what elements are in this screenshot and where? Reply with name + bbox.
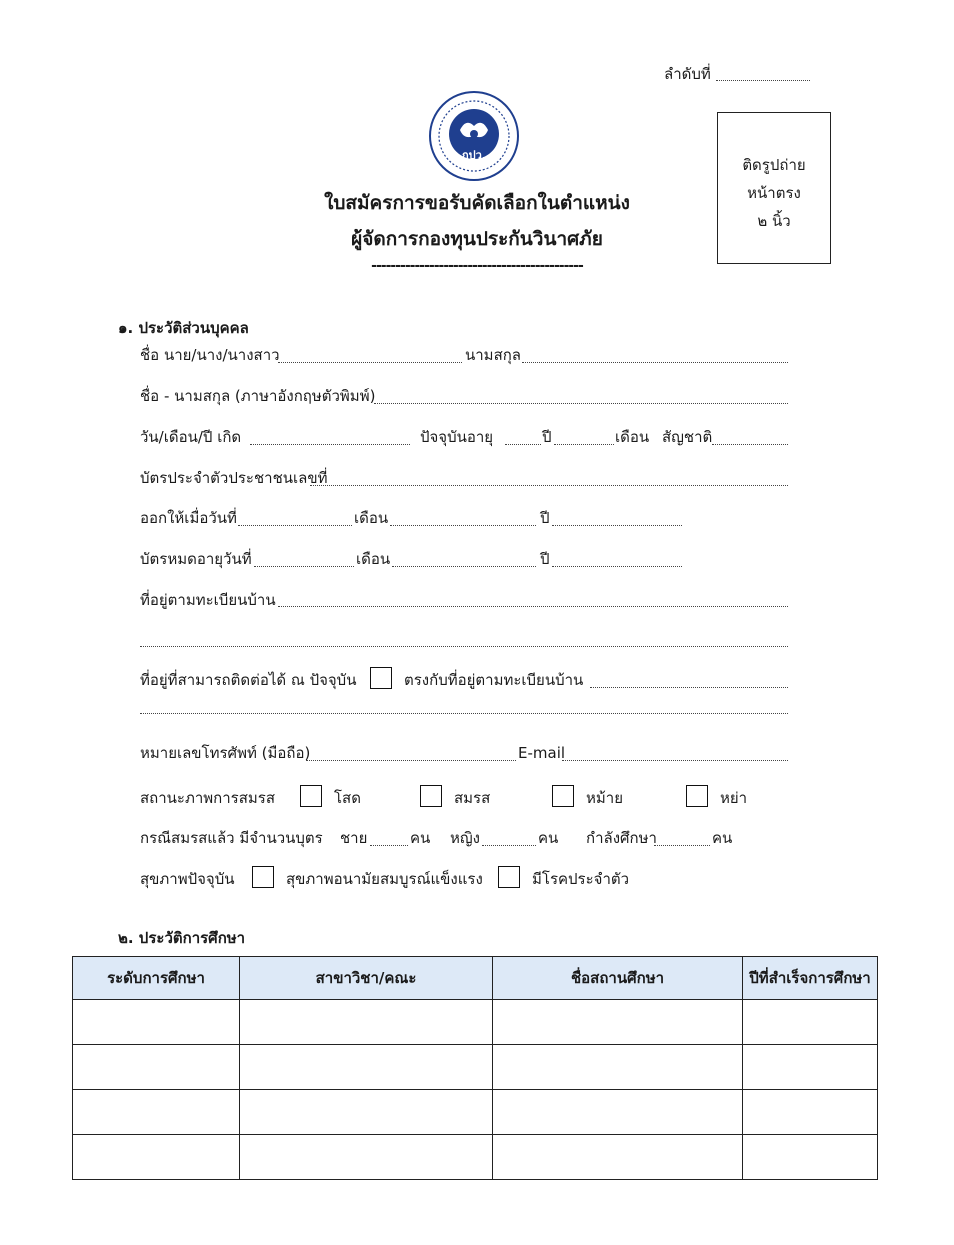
name-th-label: ชื่อ นาย/นาง/นางสาว <box>140 346 280 364</box>
phone-field[interactable] <box>306 760 516 761</box>
contact-address-field-line2[interactable] <box>140 713 788 714</box>
issued-label: ออกให้เมื่อวันที่ <box>140 509 237 527</box>
expiry-year-field[interactable] <box>552 566 682 567</box>
logo-text: กปว. <box>462 149 486 162</box>
table-cell[interactable] <box>493 1000 743 1045</box>
expiry-day-field[interactable] <box>254 566 354 567</box>
first-name-field[interactable] <box>278 362 462 363</box>
children-female-label: หญิง <box>450 829 480 847</box>
age-year-label: ปี <box>542 428 552 446</box>
issued-year-label: ปี <box>540 509 550 527</box>
phone-label: หมายเลขโทรศัพท์ (มือถือ) <box>140 744 311 762</box>
health-good-label: สุขภาพอนามัยสมบูรณ์แข็งแรง <box>286 870 483 888</box>
registered-address-label: ที่อยู่ตามทะเบียนบ้าน <box>140 591 276 609</box>
table-cell[interactable] <box>240 1135 493 1180</box>
title-rule: -------------------------------------------- <box>371 258 583 274</box>
dob-label: วัน/เดือน/ปี เกิด <box>140 428 242 446</box>
sequence-field[interactable] <box>716 80 810 81</box>
col-header-institution: ชื่อสถานศึกษา <box>493 957 743 1000</box>
table-cell[interactable] <box>73 1135 240 1180</box>
health-condition-checkbox[interactable] <box>498 866 520 888</box>
id-card-field[interactable] <box>310 485 788 486</box>
photo-box-line: ๒ นิ้ว <box>757 212 791 230</box>
table-cell[interactable] <box>743 1000 878 1045</box>
marital-single-checkbox[interactable] <box>300 785 322 807</box>
age-label: ปัจจุบันอายุ <box>420 428 494 446</box>
dob-field[interactable] <box>250 444 410 445</box>
expiry-month-label: เดือน <box>356 550 391 568</box>
children-female-field[interactable] <box>482 845 536 846</box>
children-male-unit: คน <box>410 829 431 847</box>
logo-emblem-icon <box>428 90 520 182</box>
issued-year-field[interactable] <box>552 525 682 526</box>
table-row <box>73 1135 878 1180</box>
nationality-label: สัญชาติ <box>662 428 713 446</box>
children-studying-label: กำลังศึกษา <box>586 829 657 847</box>
table-cell[interactable] <box>743 1135 878 1180</box>
table-row <box>73 1045 878 1090</box>
marital-single-label: โสด <box>334 789 361 807</box>
marital-widowed-checkbox[interactable] <box>552 785 574 807</box>
table-row <box>73 1000 878 1045</box>
table-cell[interactable] <box>743 1045 878 1090</box>
fund-logo <box>428 90 520 182</box>
table-cell[interactable] <box>743 1090 878 1135</box>
health-good-checkbox[interactable] <box>252 866 274 888</box>
age-month-label: เดือน <box>615 428 650 446</box>
table-cell[interactable] <box>240 1045 493 1090</box>
marital-label: สถานะภาพการสมรส <box>140 789 275 807</box>
children-male-label: ชาย <box>340 829 368 847</box>
children-female-unit: คน <box>538 829 559 847</box>
table-header-row <box>73 957 878 1000</box>
form-title-line1: ใบสมัครการขอรับคัดเลือกในตำแหน่ง <box>324 192 630 214</box>
education-table <box>72 956 878 1180</box>
marital-divorced-checkbox[interactable] <box>686 785 708 807</box>
age-months-field[interactable] <box>554 444 614 445</box>
col-header-level: ระดับการศึกษา <box>73 957 240 1000</box>
health-condition-label: มีโรคประจำตัว <box>532 870 630 888</box>
expiry-year-label: ปี <box>540 550 550 568</box>
table-cell[interactable] <box>240 1000 493 1045</box>
table-cell[interactable] <box>73 1000 240 1045</box>
email-label: E-mail <box>518 744 566 762</box>
table-cell[interactable] <box>493 1090 743 1135</box>
table-cell[interactable] <box>240 1090 493 1135</box>
table-cell[interactable] <box>73 1090 240 1135</box>
marital-married-checkbox[interactable] <box>420 785 442 807</box>
col-header-year: ปีที่สำเร็จการศึกษา <box>743 957 878 1000</box>
photo-box-line: ติดรูปถ่าย <box>742 156 806 174</box>
id-card-label: บัตรประจำตัวประชาชนเลขที่ <box>140 469 328 487</box>
issued-month-field[interactable] <box>390 525 536 526</box>
table-cell[interactable] <box>73 1045 240 1090</box>
contact-address-field[interactable] <box>590 687 788 688</box>
children-label: กรณีสมรสแล้ว มีจำนวนบุตร <box>140 829 323 847</box>
email-field[interactable] <box>562 760 788 761</box>
age-years-field[interactable] <box>505 444 541 445</box>
table-row <box>73 1090 878 1135</box>
table-cell[interactable] <box>493 1045 743 1090</box>
expiry-month-field[interactable] <box>392 566 536 567</box>
issued-day-field[interactable] <box>238 525 352 526</box>
contact-address-label: ที่อยู่ที่สามารถติดต่อได้ ณ ปัจจุบัน <box>140 671 357 689</box>
marital-widowed-label: หม้าย <box>586 789 623 807</box>
col-header-major: สาขาวิชา/คณะ <box>240 957 493 1000</box>
photo-box-line: หน้าตรง <box>747 184 801 202</box>
issued-month-label: เดือน <box>354 509 389 527</box>
same-address-checkbox[interactable] <box>370 667 392 689</box>
name-en-label: ชื่อ - นามสกุล (ภาษาอังกฤษตัวพิมพ์) <box>140 387 376 405</box>
name-en-field[interactable] <box>374 403 788 404</box>
marital-divorced-label: หย่า <box>720 789 748 807</box>
surname-label: นามสกุล <box>465 346 521 364</box>
surname-field[interactable] <box>522 362 788 363</box>
form-title-line2: ผู้จัดการกองทุนประกันวินาศภัย <box>351 228 603 250</box>
children-studying-unit: คน <box>712 829 733 847</box>
registered-address-field-line2[interactable] <box>140 646 788 647</box>
expiry-label: บัตรหมดอายุวันที่ <box>140 550 252 568</box>
section2-heading: ๒. ประวัติการศึกษา <box>118 929 246 947</box>
children-studying-field[interactable] <box>654 845 710 846</box>
marital-married-label: สมรส <box>454 789 491 807</box>
nationality-field[interactable] <box>712 444 788 445</box>
children-male-field[interactable] <box>370 845 408 846</box>
section1-heading: ๑. ประวัติส่วนบุคคล <box>118 319 249 337</box>
same-address-label: ตรงกับที่อยู่ตามทะเบียนบ้าน <box>404 671 584 689</box>
sequence-label: ลำดับที่ <box>664 65 711 83</box>
health-label: สุขภาพปัจจุบัน <box>140 870 235 888</box>
table-cell[interactable] <box>493 1135 743 1180</box>
registered-address-field[interactable] <box>278 606 788 607</box>
